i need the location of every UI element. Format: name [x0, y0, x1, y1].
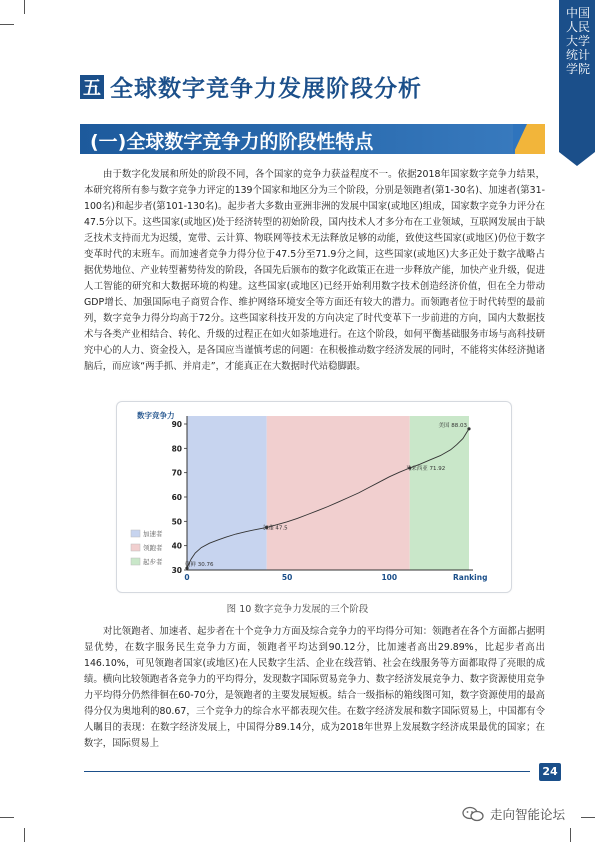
legend-label: 起步者: [143, 558, 163, 566]
body-paragraph-1: 由于数字化发展和所处的阶段不同，各个国家的竞争力获益程度不一。依据2018年国家数字竞争力结果，本研究将所有参与数字竞争力评定的139个国家和地区分为三个阶段，分别是领跑者(第1-30名)、加速者(第31-100名)和起步者(第101-130名)。起步者大多数由亚洲非洲的发展中国家(或地区)组成，国家数字竞争力评分在47.5分以下。这些国家(或地区)处于经济转型的初始阶段，国内技术人才多分布在工业领域，互联网发展由于缺乏技术支持而尤为迟缓，宽带、云计算、物联网等技术无法释放足够的动能，致使这些国家(或地区)仍位于数字变革时代的末班车。而加速者竞争力得分位于47.5分至71.9分之间，这些国家(或地区)大多正处于数字战略占据优势地位、产业转型蓄势待发的阶段，各国先后颁布的数字化政策正在进一步释放产能，加快产业升级，促进人工智能的研究和大数据环境的构建。这些国家(或地区)已经开始利用数字技术创造经济价值，但在全力带动GDP增长、加强国际电子商贸合作、维护网络环境安全等方面还有较大的潜力。而领跑者位于时代转型的最前列，数字竞争力得分均高于72分。这些国家科技开发的方向决定了时代变革下一步前进的方向，国内大数据技术与各类产业相结合、转化、升级的过程正在如火如荼地进行。在这个阶段，如何平衡基础服务市场与高科技研究中心的人力、资金投入，是各国应当谨慎考虑的问题：在积极推动数字经济发展的同时，不能将实体经济抛诸脑后，而应该“两手抓、并肩走”，才能真正在大数据时代站稳脚跟。: [84, 169, 545, 372]
chapter-number: 五: [80, 75, 104, 99]
side-tab-tip: [559, 152, 595, 166]
y-tick-label: 60: [171, 493, 182, 502]
legend-label: 加速者: [143, 530, 163, 538]
y-tick-label: 30: [171, 566, 182, 575]
figure-caption: 图 10 数字竞争力发展的三个阶段: [226, 604, 369, 615]
y-tick-label: 80: [171, 444, 182, 454]
x-tick-label: 50: [281, 573, 293, 582]
watermark-text: 走向智能论坛: [490, 807, 566, 822]
stage-band-3: [410, 416, 469, 570]
section-title: (一)全球数字竞争力的阶段性特点: [90, 131, 374, 153]
crop-mark: [570, 828, 571, 842]
crop-mark: [0, 817, 14, 818]
legend-swatch: [131, 530, 140, 537]
annotation-label: 马来西亚 71.92: [405, 465, 446, 472]
watermark: [462, 805, 565, 823]
x-tick-label: 0: [184, 573, 190, 582]
crop-mark: [0, 24, 14, 25]
annotation-label: 美国 88.03: [438, 422, 467, 429]
y-tick-label: 90: [171, 420, 182, 429]
stage-band-2: [267, 416, 410, 570]
body-paragraph-2: 对比领跑者、加速者、起步者在十个竞争力方面及综合竞争力的平均得分可知：领跑者在各个方面都占据明显优势，在数字服务民生竞争力方面，领跑者平均达到90.12分，比加速者高出29.89%，比起步者高出146.10%，可见领跑者国家(或地区)在人民数字生活、企业在线营销、社会在线服务等方面都取得了亮眼的成绩。横向比较领跑者各竞争力的平均得分，发现数字国际贸易竞争力、数字经济发展竞争力、数字资源使用竞争力平均得分仍然徘徊在60-70分，是领跑者的主要发展短板。结合一级指标的箱线图可知，数字资源使用的最高得分仅为奥地利的80.67，三个竞争力的综合水平都表现欠佳。在数字经济发展和数字国际贸易上，中国都有令人瞩目的表现：在数字经济发展上，中国得分89.14分，成为2018年世界上发展数字经济成果最优的国家；在数字，国际贸易上: [84, 626, 545, 749]
crop-mark: [24, 0, 25, 14]
footer-rule: [84, 771, 530, 772]
wechat-icon: [462, 806, 484, 822]
legend-swatch: [131, 558, 140, 565]
y-tick-label: 40: [171, 541, 182, 551]
x-tick-label: 100: [381, 573, 398, 582]
annotation-point: [467, 427, 470, 430]
chart-panel: [116, 401, 512, 593]
legend-label: 领跑者: [143, 544, 163, 552]
annotation-label: 朝鲜 30.76: [185, 562, 214, 569]
y-tick-label: 70: [171, 468, 182, 478]
chapter-heading: [80, 70, 422, 103]
x-axis-label: Ranking: [453, 573, 488, 582]
y-tick-label: 50: [171, 517, 182, 527]
stage-band-1: [187, 416, 267, 570]
banner-accent-stripe: [513, 124, 527, 154]
y-axis-label: 数字竞争力: [137, 411, 175, 420]
side-tab: [559, 0, 595, 152]
side-tab-text: 中国人民大学统计学院: [566, 6, 591, 76]
page-number: 24: [539, 763, 561, 781]
chapter-title: 全球数字竞争力发展阶段分析: [110, 76, 422, 102]
crop-mark: [581, 817, 595, 818]
crop-mark: [24, 828, 25, 842]
section-banner: [80, 124, 545, 154]
legend-swatch: [131, 544, 140, 551]
annotation-label: 加蓬 47.5: [262, 525, 288, 532]
stage-chart: [117, 402, 511, 592]
